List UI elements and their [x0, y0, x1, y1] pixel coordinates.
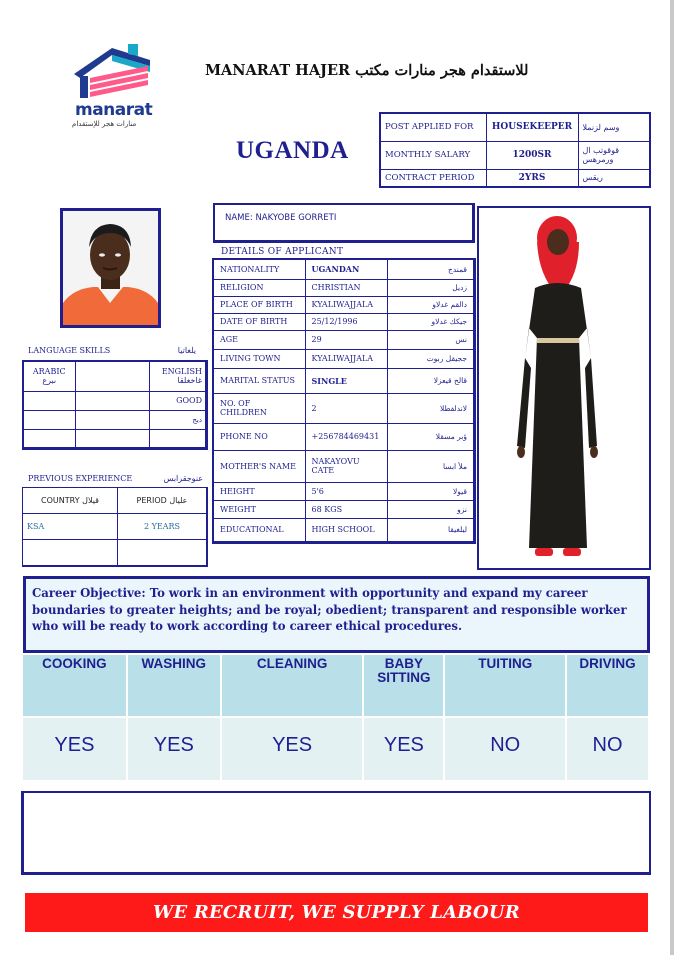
detail-value: 25/12/1996 [305, 313, 387, 330]
post-row [380, 113, 650, 141]
arabic-cell [23, 361, 75, 391]
post-table [379, 112, 651, 188]
detail-value: NAKAYOVU CATE [305, 450, 387, 482]
experience-title [28, 474, 203, 483]
details-row [213, 500, 475, 518]
details-row [213, 368, 475, 393]
details-row [213, 518, 475, 542]
language-skills-title [28, 346, 196, 355]
experience-empty-cell [118, 540, 208, 566]
lang-cell [75, 410, 149, 429]
logo-subtitle: منارات هجر للإستقدام [72, 120, 137, 128]
good-label: GOOD [149, 391, 207, 410]
details-row [213, 313, 475, 330]
skill-value: NO [444, 717, 566, 781]
detail-label-ar: ملأ ابسا [387, 450, 475, 482]
career-objective: Career Objective: To work in an environment with opportunity and expand my career boundaries to greater heights; and be royal; obedient; transparent and responsible worker who will be ready to work according to career ethical procedures. [23, 576, 650, 653]
country-title: UGANDA [236, 137, 349, 164]
lang-cell [149, 429, 207, 448]
detail-label: LIVING TOWN [213, 349, 305, 368]
good-label-ar: ديج [149, 410, 207, 429]
detail-label-ar: ججيقل ربوت [387, 349, 475, 368]
detail-value: 68 KGS [305, 500, 387, 518]
company-logo [72, 42, 157, 130]
lang-cell [23, 429, 75, 448]
detail-label-ar: قمندج [387, 259, 475, 279]
details-table [212, 258, 476, 544]
details-row [213, 423, 475, 450]
post-label-ar: وسم لزنملا [578, 113, 650, 141]
post-label: POST APPLIED FOR [380, 113, 486, 141]
skill-value: YES [363, 717, 444, 781]
skill-name: COOKING [23, 655, 127, 717]
footer-banner: WE RECRUIT, WE SUPPLY LABOUR [25, 893, 648, 932]
detail-value: HIGH SCHOOL [305, 518, 387, 542]
skill-value: YES [23, 717, 127, 781]
details-row [213, 349, 475, 368]
detail-value: CHRISTIAN [305, 279, 387, 296]
post-label: CONTRACT PERIOD [380, 169, 486, 187]
english-label-ar: غاخغلقا [177, 376, 202, 386]
portrait-image [63, 211, 158, 325]
page-edge [670, 0, 674, 955]
detail-label: AGE [213, 330, 305, 349]
detail-label-ar: ؤبر مسقلا [387, 423, 475, 450]
full-body-image [479, 208, 649, 568]
detail-label: NATIONALITY [213, 259, 305, 279]
post-label-ar: ريقس [578, 169, 650, 187]
post-row [380, 169, 650, 187]
language-table [22, 360, 208, 450]
post-value: 1200SR [486, 141, 578, 169]
company-name: MANARAT HAJER للاستقدام هجر منارات مكتب [205, 62, 529, 79]
lang-cell [23, 391, 75, 410]
skill-name: CLEANING [221, 655, 364, 717]
logo-word: manarat [75, 100, 153, 120]
details-row [213, 450, 475, 482]
skills-table [23, 655, 650, 782]
lang-cell [75, 429, 149, 448]
detail-value: UGANDAN [305, 259, 387, 279]
skill-value: YES [221, 717, 364, 781]
detail-label-ar: دالقم غدلاو [387, 296, 475, 313]
detail-label-ar: قالح قيعزلا [387, 368, 475, 393]
detail-value: KYALIWAJJALA [305, 296, 387, 313]
details-row [213, 330, 475, 349]
experience-table [22, 487, 208, 567]
english-label: ENGLISH [161, 367, 202, 377]
detail-label: WEIGHT [213, 500, 305, 518]
applicant-name-box [213, 203, 475, 243]
detail-label: RELIGION [213, 279, 305, 296]
post-label: MONTHLY SALARY [380, 141, 486, 169]
detail-label-ar: جيكك غدلاو [387, 313, 475, 330]
details-row [213, 393, 475, 423]
arabic-label: ARABIC [32, 367, 66, 377]
language-skills-label: LANGUAGE SKILLS [28, 346, 111, 355]
detail-label: DATE OF BIRTH [213, 313, 305, 330]
detail-label: HEIGHT [213, 482, 305, 500]
detail-label: PLACE OF BIRTH [213, 296, 305, 313]
notes-box [21, 791, 651, 875]
detail-label: EDUCATIONAL [213, 518, 305, 542]
detail-label: PHONE NO [213, 423, 305, 450]
detail-label: NO. OF CHILDREN [213, 393, 305, 423]
detail-label: MARITAL STATUS [213, 368, 305, 393]
period-header: PERIOD عليال [118, 488, 208, 514]
experience-period: 2 YEARS [118, 514, 208, 540]
detail-label-ar: نزو [387, 500, 475, 518]
skill-name: DRIVING [566, 655, 649, 717]
details-row [213, 279, 475, 296]
detail-value: +256784469431 [305, 423, 387, 450]
experience-empty-cell [23, 540, 118, 566]
detail-label: MOTHER'S NAME [213, 450, 305, 482]
details-row [213, 259, 475, 279]
detail-label-ar: ليلغيقا [387, 518, 475, 542]
country-header: COUNTRY قيلال [23, 488, 118, 514]
skill-value: YES [127, 717, 221, 781]
experience-country: KSA [23, 514, 118, 540]
skill-name: WASHING [127, 655, 221, 717]
post-value: 2YRS [486, 169, 578, 187]
detail-value: 5'6 [305, 482, 387, 500]
house-logo-icon [72, 42, 152, 102]
post-row [380, 141, 650, 169]
skill-value: NO [566, 717, 649, 781]
applicant-portrait-photo [60, 208, 161, 328]
detail-value: SINGLE [305, 368, 387, 393]
english-cell [149, 361, 207, 391]
detail-label-ar: لاندلفطلا [387, 393, 475, 423]
applicant-name: NAME: NAKYOBE GORRETI [225, 213, 337, 223]
details-row [213, 482, 475, 500]
arabic-label-ar: ىبرع [42, 376, 57, 386]
skill-name: TUITING [444, 655, 566, 717]
detail-value: KYALIWAJJALA [305, 349, 387, 368]
post-label-ar: قوقوتب ال ورمرهس [578, 141, 650, 169]
experience-label-ar: عنوجقرابس [163, 474, 203, 483]
details-title: DETAILS OF APPLICANT [221, 247, 344, 257]
detail-value: 29 [305, 330, 387, 349]
detail-label-ar: زديل [387, 279, 475, 296]
detail-value: 2 [305, 393, 387, 423]
lang-cell [75, 391, 149, 410]
post-value: HOUSEKEEPER [486, 113, 578, 141]
arabic-level-cell [75, 361, 149, 391]
language-skills-label-ar: يلغاتيا [177, 346, 196, 355]
skill-name: BABY SITTING [363, 655, 444, 717]
detail-label-ar: نس [387, 330, 475, 349]
details-row [213, 296, 475, 313]
applicant-full-photo [477, 206, 651, 570]
experience-label: PREVIOUS EXPERIENCE [28, 474, 133, 483]
lang-cell [23, 410, 75, 429]
detail-label-ar: قيولا [387, 482, 475, 500]
